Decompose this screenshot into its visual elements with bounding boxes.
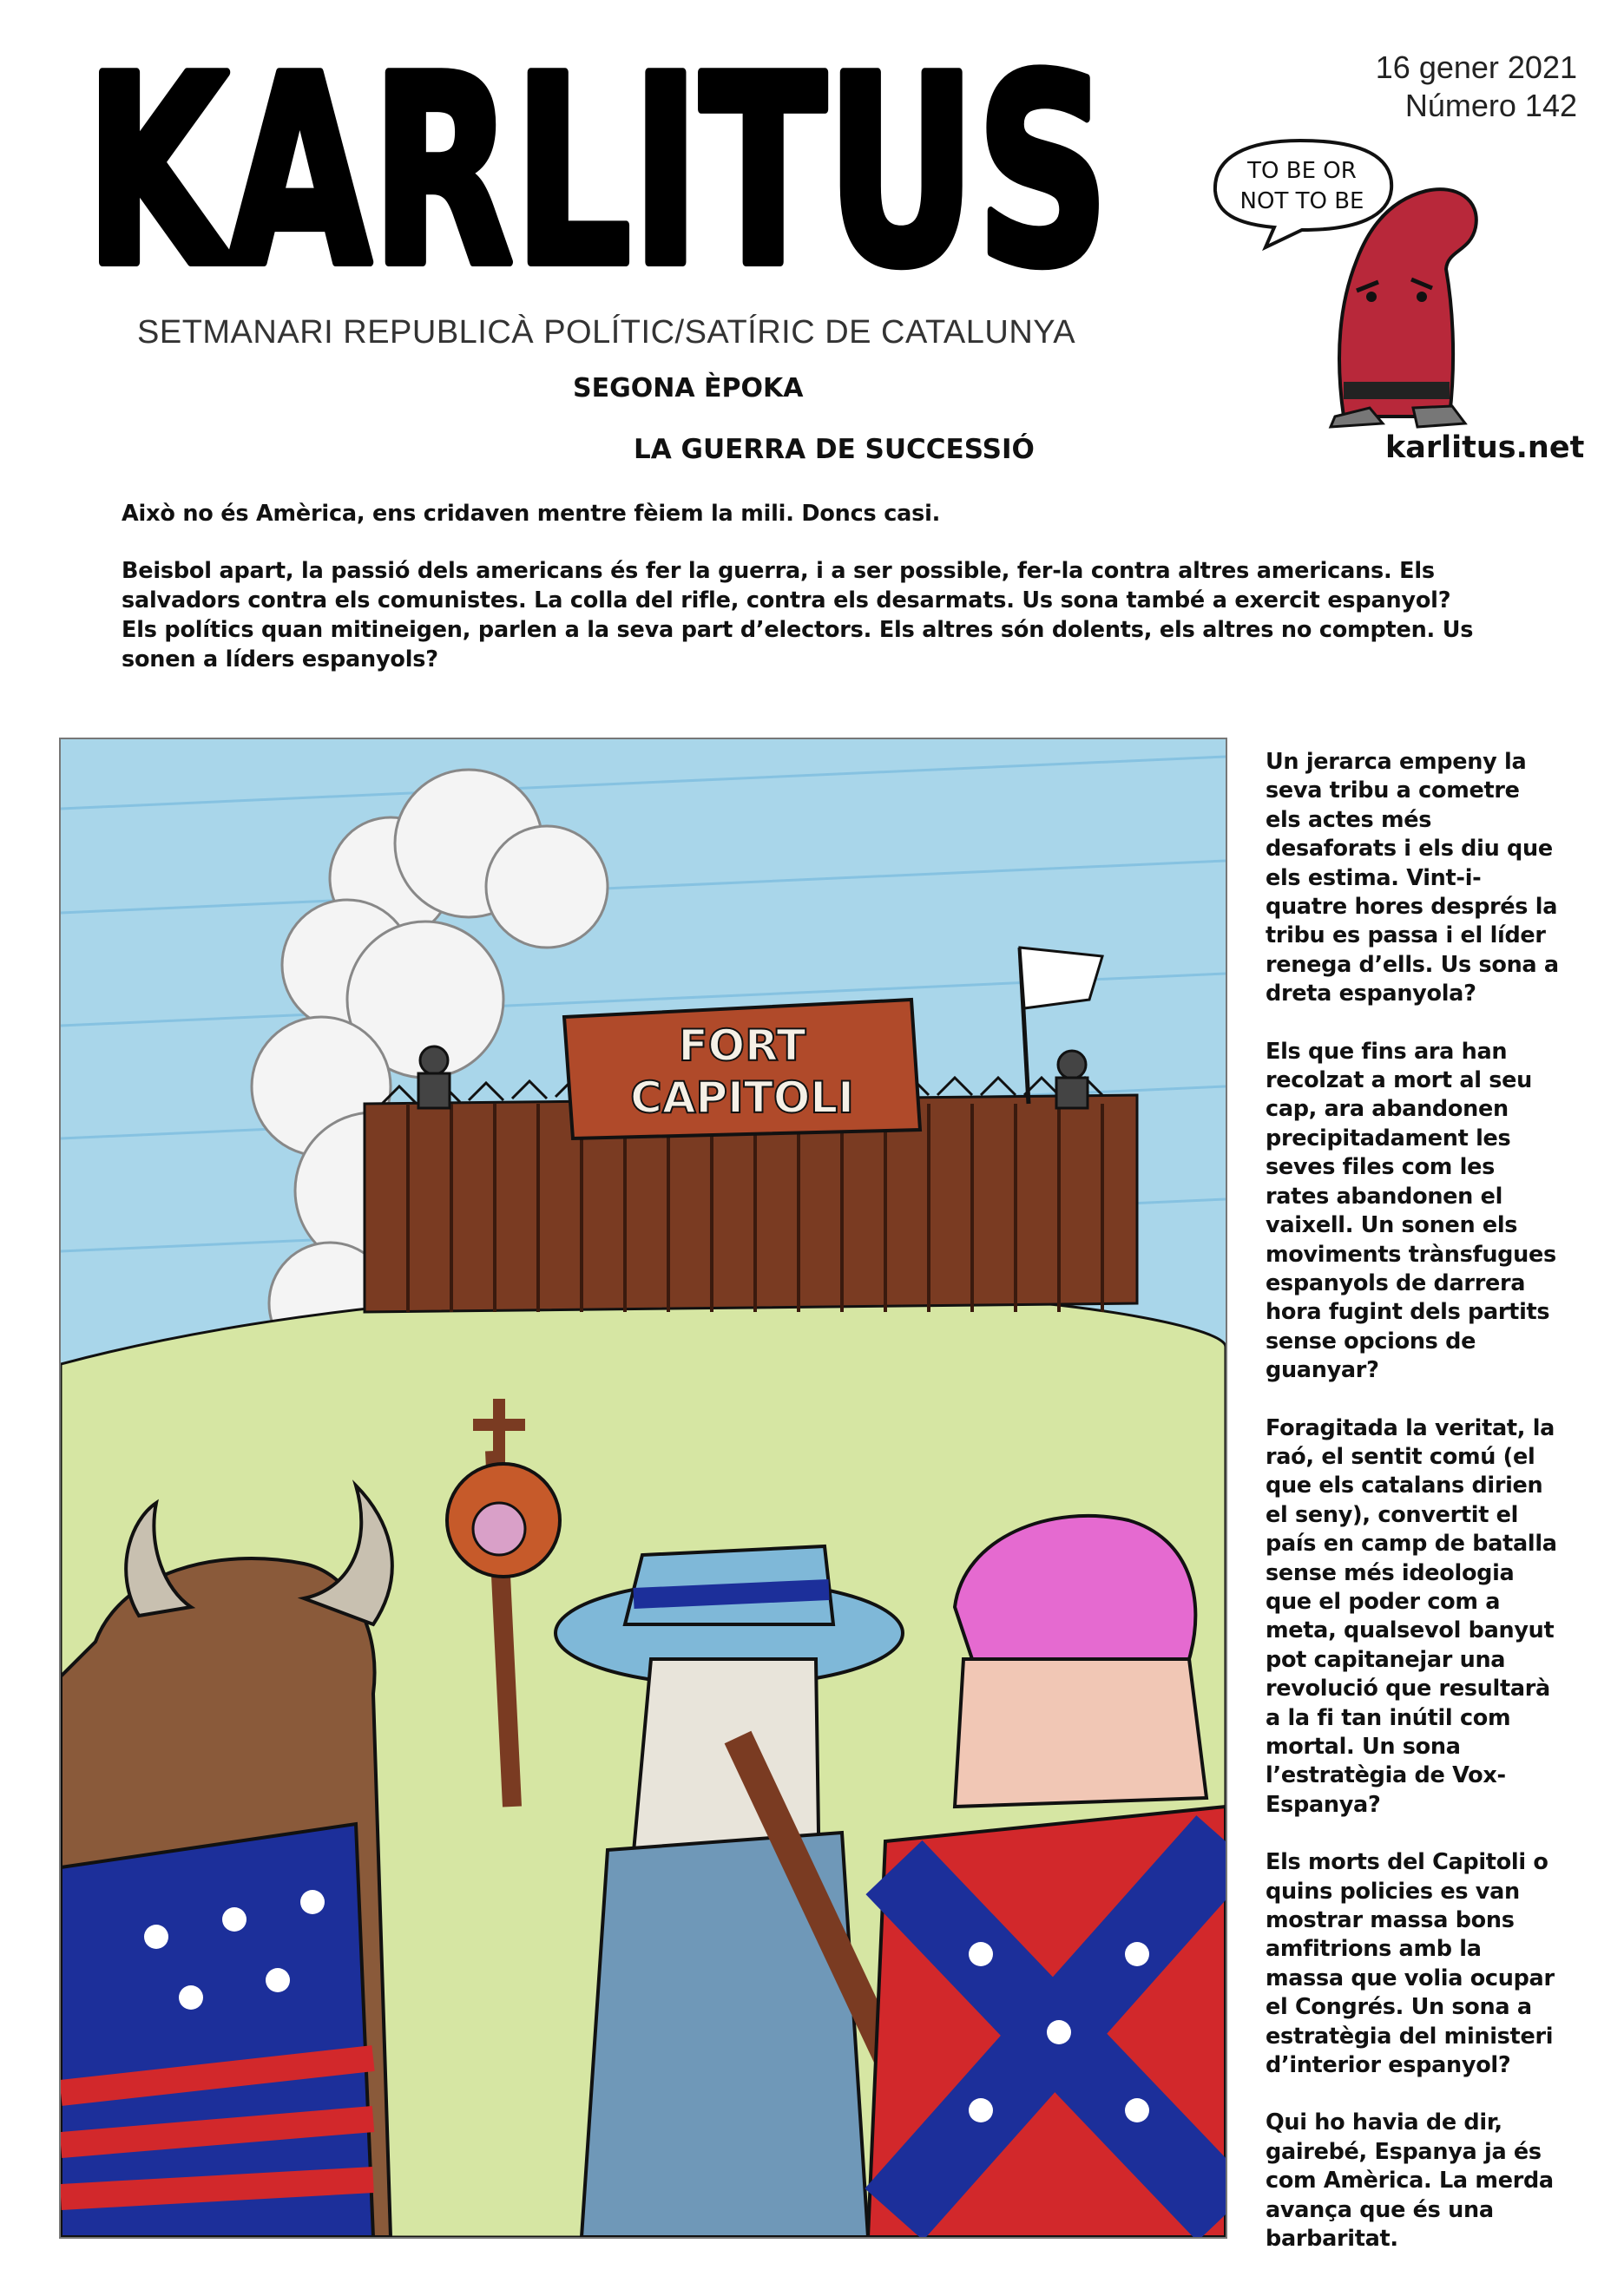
issue-info: [1376, 49, 1577, 125]
title-text: KARLITUS: [85, 35, 1109, 295]
speech-line-2: NOT TO BE: [1239, 188, 1364, 214]
fort-sign: [564, 1000, 920, 1138]
speech-line-1: TO BE OR: [1247, 158, 1357, 184]
masthead-title: [85, 35, 1109, 295]
issue-date: 16 gener 2021: [1375, 49, 1577, 85]
sidebar-paragraph: Qui ho havia de dir, gairebé, Espanya ja és com Amèrica. La merda avança que és una barbaritat.: [1266, 2109, 1554, 2253]
intro-text: [122, 499, 1545, 674]
sidebar-paragraph: Foragitada la veritat, la raó, el sentit comú (el que els catalans dirien el seny), convertit el país en camp de batalla sense més ideologia que el poder com a meta, qualsevol banyut pot capitanejar una revolució que resultarà a la fi tan inútil com mortal. Un sona l’estratègia de Vox-Espanya?: [1266, 1414, 1557, 1818]
subtitle: SETMANARI REPUBLICÀ POLÍTIC/SATÍRIC DE CATALUNYA: [137, 314, 1076, 351]
sidebar-text: [1266, 748, 1561, 2283]
sidebar-paragraph: Un jerarca empeny la seva tribu a cometre els actes més desaforats i els diu que els estima. Vint-i-quatre hores després la tribu es passa i el líder renega d’ells. Us sona a dreta espanyola?: [1266, 749, 1559, 1007]
intro-paragraph-1: Beisbol apart, la passió dels americans és fer la guerra, i a ser possible, fer-la contra altres americans. Els salvadors contra els comunistes. La colla del rifle, contra els desarmats. Us sona també a exercit espanyol?: [122, 558, 1451, 613]
cartoon-illustration: [59, 738, 1227, 2239]
intro-lead: Això no és Amèrica, ens cridaven mentre fèiem la mili. Doncs casi.: [122, 501, 941, 527]
sidebar-paragraph: Els morts del Capitoli o quins policies es van mostrar massa bons amfitrions amb la massa que volia ocupar el Congrés. Un sona a estratègia del ministeri d’interior espanyol?: [1266, 1849, 1555, 2079]
mascot-illustration: [1205, 130, 1500, 434]
issue-number: Número 142: [1404, 88, 1577, 123]
sidebar-paragraph: Els que fins ara han recolzat a mort al seu cap, ara abandonen precipitadament les seves files com les rates abandonen el vaixell. Un sonen els moviments trànsfugues espanyols de darrera hora fugint dels partits sense opcions de guanyar?: [1266, 1038, 1556, 1384]
sign-line-2: CAPITOLI: [630, 1073, 854, 1123]
sign-line-1: FORT: [678, 1020, 806, 1071]
intro-paragraph-2: Els polítics quan mitineigen, parlen a la seva part d’electors. Els altres són dolents, els altres no compten. Us sonen a líders espanyols?: [122, 617, 1474, 672]
epoch-label: SEGONA ÈPOKA: [573, 373, 804, 403]
website-link[interactable]: karlitus.net: [1385, 430, 1585, 465]
headline: LA GUERRA DE SUCCESSIÓ: [634, 434, 1035, 465]
